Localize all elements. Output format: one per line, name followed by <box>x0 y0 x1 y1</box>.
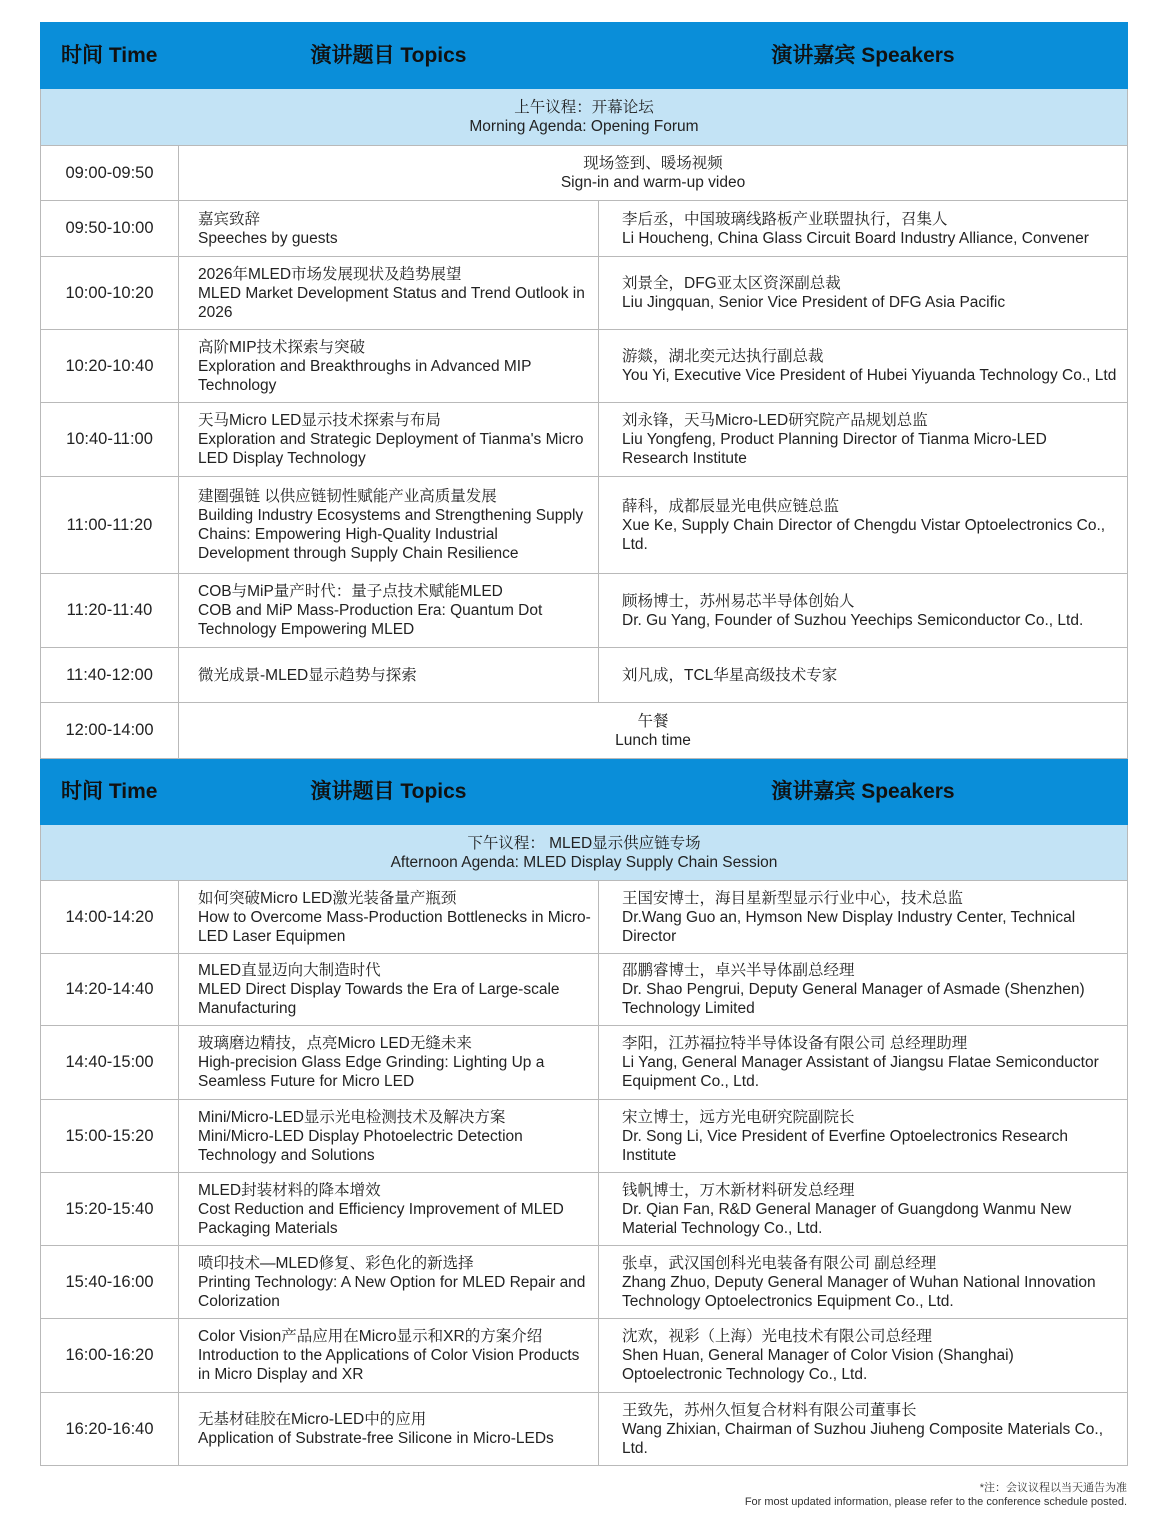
session-speaker <box>599 201 1128 257</box>
topic-cn: 嘉宾致辞 <box>198 210 261 228</box>
session-topic <box>179 1026 599 1100</box>
session-time: 11:00-11:20 <box>41 477 179 574</box>
session-speaker <box>599 257 1128 330</box>
topic-cn: 2026年MLED市场发展现状及趋势展望 <box>198 265 462 283</box>
topic-cn: 建圈强链 以供应链韧性赋能产业高质量发展 <box>198 488 497 505</box>
session-speaker <box>599 1246 1128 1319</box>
agenda-row <box>41 574 1128 648</box>
topic-en: Building Industry Ecosystems and Strengthening Supply Chains: Empowering High-Quality Industrial Development through Supply Chain Resilience <box>198 507 584 562</box>
header-topics: 演讲题目 Topics <box>179 23 599 89</box>
topic-en: Exploration and Strategic Deployment of Tianma's Micro LED Display Technology <box>198 431 584 467</box>
session-break <box>179 146 1128 201</box>
session-speaker <box>599 477 1128 574</box>
topic-cn: COB与MiP量产时代：量子点技术赋能MLED <box>198 583 503 600</box>
session-time: 09:00-09:50 <box>41 146 179 201</box>
section-row <box>41 825 1128 881</box>
session-topic <box>179 954 599 1026</box>
topic-en: COB and MiP Mass-Production Era: Quantum Dot Technology Empowering MLED <box>198 602 543 638</box>
speaker-en: Liu Yongfeng, Product Planning Director of Tianma Micro-LED Research Institute <box>622 431 1047 467</box>
speaker-cn: 王国安博士，海目星新型显示行业中心，技术总监 <box>622 889 964 907</box>
speaker-cn: 顾杨博士，苏州易芯半导体创始人 <box>622 592 855 610</box>
agenda-row <box>41 881 1128 954</box>
break-label-cn: 现场签到、暖场视频 <box>583 155 723 172</box>
agenda-row <box>41 1319 1128 1393</box>
section-title-en: Morning Agenda: Opening Forum <box>469 118 699 135</box>
agenda-row <box>41 403 1128 477</box>
topic-en: Exploration and Breakthroughs in Advanced MIP Technology <box>198 357 532 394</box>
topic-en: Mini/Micro-LED Display Photoelectric Detection Technology and Solutions <box>198 1127 523 1164</box>
speaker-cn: 刘永锋，天马Micro-LED研究院产品规划总监 <box>622 412 928 429</box>
session-speaker <box>599 1173 1128 1246</box>
break-label-en: Lunch time <box>615 731 691 749</box>
session-time: 16:00-16:20 <box>41 1319 179 1393</box>
session-break <box>179 703 1128 759</box>
session-topic <box>179 1393 599 1466</box>
session-topic <box>179 881 599 954</box>
session-speaker <box>599 1393 1128 1466</box>
speaker-en: Dr. Gu Yang, Founder of Suzhou Yeechips Semiconductor Co., Ltd. <box>622 611 1084 629</box>
agenda-row <box>41 257 1128 330</box>
topic-en: Cost Reduction and Efficiency Improvement of MLED Packaging Materials <box>198 1200 564 1237</box>
session-time: 16:20-16:40 <box>41 1393 179 1466</box>
topic-en: How to Overcome Mass-Production Bottlenecks in Micro-LED Laser Equipmen <box>198 908 591 945</box>
speaker-cn: 游燚，湖北奕元达执行副总裁 <box>622 348 824 365</box>
topic-cn: Mini/Micro-LED显示光电检测技术及解决方案 <box>198 1108 506 1126</box>
topic-cn: 微光成景-MLED显示趋势与探索 <box>198 666 417 684</box>
topic-cn: MLED封装材料的降本增效 <box>198 1181 381 1199</box>
session-time: 15:40-16:00 <box>41 1246 179 1319</box>
speaker-en: Liu Jingquan, Senior Vice President of DFG Asia Pacific <box>622 294 1006 311</box>
section-title <box>41 89 1128 146</box>
agenda-row <box>41 703 1128 759</box>
topic-cn: 无基材硅胶在Micro-LED中的应用 <box>198 1411 427 1428</box>
topic-en: High-precision Glass Edge Grinding: Lighting Up a Seamless Future for Micro LED <box>198 1054 545 1090</box>
session-topic <box>179 477 599 574</box>
header-row <box>41 759 1128 825</box>
agenda-table <box>40 22 1128 1466</box>
speaker-en: Dr. Shao Pengrui, Deputy General Manager of Asmade (Shenzhen) Technology Limited <box>622 981 1085 1017</box>
agenda-row <box>41 146 1128 201</box>
session-topic <box>179 1246 599 1319</box>
session-speaker <box>599 1026 1128 1100</box>
session-time: 10:40-11:00 <box>41 403 179 477</box>
session-speaker <box>599 881 1128 954</box>
header-row <box>41 23 1128 89</box>
session-topic <box>179 330 599 403</box>
speaker-en: Li Houcheng, China Glass Circuit Board Industry Alliance, Convener <box>622 229 1089 247</box>
agenda-row <box>41 648 1128 703</box>
agenda-row <box>41 477 1128 574</box>
agenda-row <box>41 954 1128 1026</box>
header-speakers: 演讲嘉宾 Speakers <box>599 759 1128 825</box>
speaker-cn: 王致先，苏州久恒复合材料有限公司董事长 <box>622 1401 917 1419</box>
session-topic <box>179 1319 599 1393</box>
speaker-cn: 宋立博士，远方光电研究院副院长 <box>622 1108 855 1126</box>
footnote-en: For most updated information, please refer to the conference schedule posted. <box>744 1496 1127 1508</box>
session-time: 14:40-15:00 <box>41 1026 179 1100</box>
speaker-cn: 李阳，江苏福拉特半导体设备有限公司 总经理助理 <box>622 1035 968 1052</box>
session-topic <box>179 1173 599 1246</box>
agenda-row <box>41 1393 1128 1466</box>
topic-cn: 天马Micro LED显示技术探索与布局 <box>198 412 441 429</box>
footnote-cn: *注：会议议程以当天通告为准 <box>979 1482 1127 1494</box>
session-speaker <box>599 403 1128 477</box>
session-time: 09:50-10:00 <box>41 201 179 257</box>
section-row <box>41 89 1128 146</box>
session-topic <box>179 201 599 257</box>
speaker-cn: 李后丞，中国玻璃线路板产业联盟执行，召集人 <box>622 210 948 228</box>
speaker-cn: 刘景全，DFG亚太区资深副总裁 <box>622 275 841 292</box>
topic-en: Introduction to the Applications of Color Vision Products in Micro Display and XR <box>198 1347 580 1383</box>
session-time: 10:00-10:20 <box>41 257 179 330</box>
agenda-row <box>41 201 1128 257</box>
topic-cn: 玻璃磨边精技，点亮Micro LED无缝未来 <box>198 1035 472 1052</box>
agenda-row <box>41 330 1128 403</box>
header-time: 时间 Time <box>41 23 179 89</box>
speaker-en: Wang Zhixian, Chairman of Suzhou Jiuheng Composite Materials Co., Ltd. <box>622 1420 1104 1457</box>
speaker-cn: 邵鹏睿博士，卓兴半导体副总经理 <box>622 962 855 979</box>
speaker-en: Shen Huan, General Manager of Color Vision (Shanghai) Optoelectronic Technology Co., Ltd. <box>622 1347 1014 1383</box>
topic-cn: 喷印技术—MLED修复、彩色化的新选择 <box>198 1254 474 1272</box>
topic-en: MLED Direct Display Towards the Era of Large-scale Manufacturing <box>198 981 560 1017</box>
session-speaker <box>599 648 1128 703</box>
topic-en: Application of Substrate-free Silicone in Micro-LEDs <box>198 1430 554 1447</box>
speaker-cn: 沈欢，视彩（上海）光电技术有限公司总经理 <box>622 1328 933 1345</box>
speaker-cn: 张卓，武汉国创科光电装备有限公司 副总经理 <box>622 1254 937 1272</box>
break-label-en: Sign-in and warm-up video <box>560 174 746 191</box>
session-time: 14:20-14:40 <box>41 954 179 1026</box>
session-time: 11:40-12:00 <box>41 648 179 703</box>
session-speaker <box>599 574 1128 648</box>
topic-en: Speeches by guests <box>198 229 338 247</box>
header-speakers: 演讲嘉宾 Speakers <box>599 23 1128 89</box>
section-title <box>41 825 1128 881</box>
session-speaker <box>599 330 1128 403</box>
session-time: 15:00-15:20 <box>41 1100 179 1173</box>
topic-cn: Color Vision产品应用在Micro显示和XR的方案介绍 <box>198 1328 543 1345</box>
session-speaker <box>599 1100 1128 1173</box>
header-time: 时间 Time <box>41 759 179 825</box>
speaker-en: You Yi, Executive Vice President of Hubei Yiyuanda Technology Co., Ltd <box>622 367 1117 384</box>
session-time: 12:00-14:00 <box>41 703 179 759</box>
topic-en: MLED Market Development Status and Trend Outlook in 2026 <box>198 284 585 321</box>
speaker-cn: 刘凡成，TCL华星高级技术专家 <box>622 666 838 684</box>
session-speaker <box>599 954 1128 1026</box>
session-time: 14:00-14:20 <box>41 881 179 954</box>
topic-en: Printing Technology: A New Option for MLED Repair and Colorization <box>198 1273 586 1310</box>
session-time: 11:20-11:40 <box>41 574 179 648</box>
topic-cn: MLED直显迈向大制造时代 <box>198 962 381 979</box>
agenda-row <box>41 1246 1128 1319</box>
agenda-row <box>41 1026 1128 1100</box>
speaker-en: Xue Ke, Supply Chain Director of Chengdu Vistar Optoelectronics Co., Ltd. <box>622 516 1106 553</box>
agenda-row <box>41 1100 1128 1173</box>
session-time: 10:20-10:40 <box>41 330 179 403</box>
speaker-en: Zhang Zhuo, Deputy General Manager of Wuhan National Innovation Technology Optoelectronics Equipment Co., Ltd. <box>622 1273 1096 1310</box>
session-time: 15:20-15:40 <box>41 1173 179 1246</box>
break-label-cn: 午餐 <box>637 712 669 730</box>
speaker-cn: 薛科，成都辰显光电供应链总监 <box>622 497 840 515</box>
agenda-row <box>41 1173 1128 1246</box>
section-title-cn: 下午议程： MLED显示供应链专场 <box>467 834 701 852</box>
section-title-cn: 上午议程：开幕论坛 <box>514 99 654 116</box>
topic-cn: 高阶MIP技术探索与突破 <box>198 338 366 356</box>
speaker-en: Dr. Song Li, Vice President of Everfine Optoelectronics Research Institute <box>622 1127 1068 1164</box>
session-topic <box>179 574 599 648</box>
session-topic <box>179 257 599 330</box>
session-topic <box>179 1100 599 1173</box>
topic-cn: 如何突破Micro LED激光装备量产瓶颈 <box>198 889 457 907</box>
session-speaker <box>599 1319 1128 1393</box>
speaker-en: Dr. Qian Fan, R&D General Manager of Guangdong Wanmu New Material Technology Co., Ltd. <box>622 1200 1072 1237</box>
speaker-en: Dr.Wang Guo an, Hymson New Display Industry Center, Technical Director <box>622 908 1076 945</box>
speaker-cn: 钱帆博士，万木新材料研发总经理 <box>622 1181 855 1199</box>
header-topics: 演讲题目 Topics <box>179 759 599 825</box>
session-topic <box>179 648 599 703</box>
speaker-en: Li Yang, General Manager Assistant of Jiangsu Flatae Semiconductor Equipment Co., Ltd. <box>622 1054 1099 1090</box>
session-topic <box>179 403 599 477</box>
section-title-en: Afternoon Agenda: MLED Display Supply Chain Session <box>390 853 778 871</box>
